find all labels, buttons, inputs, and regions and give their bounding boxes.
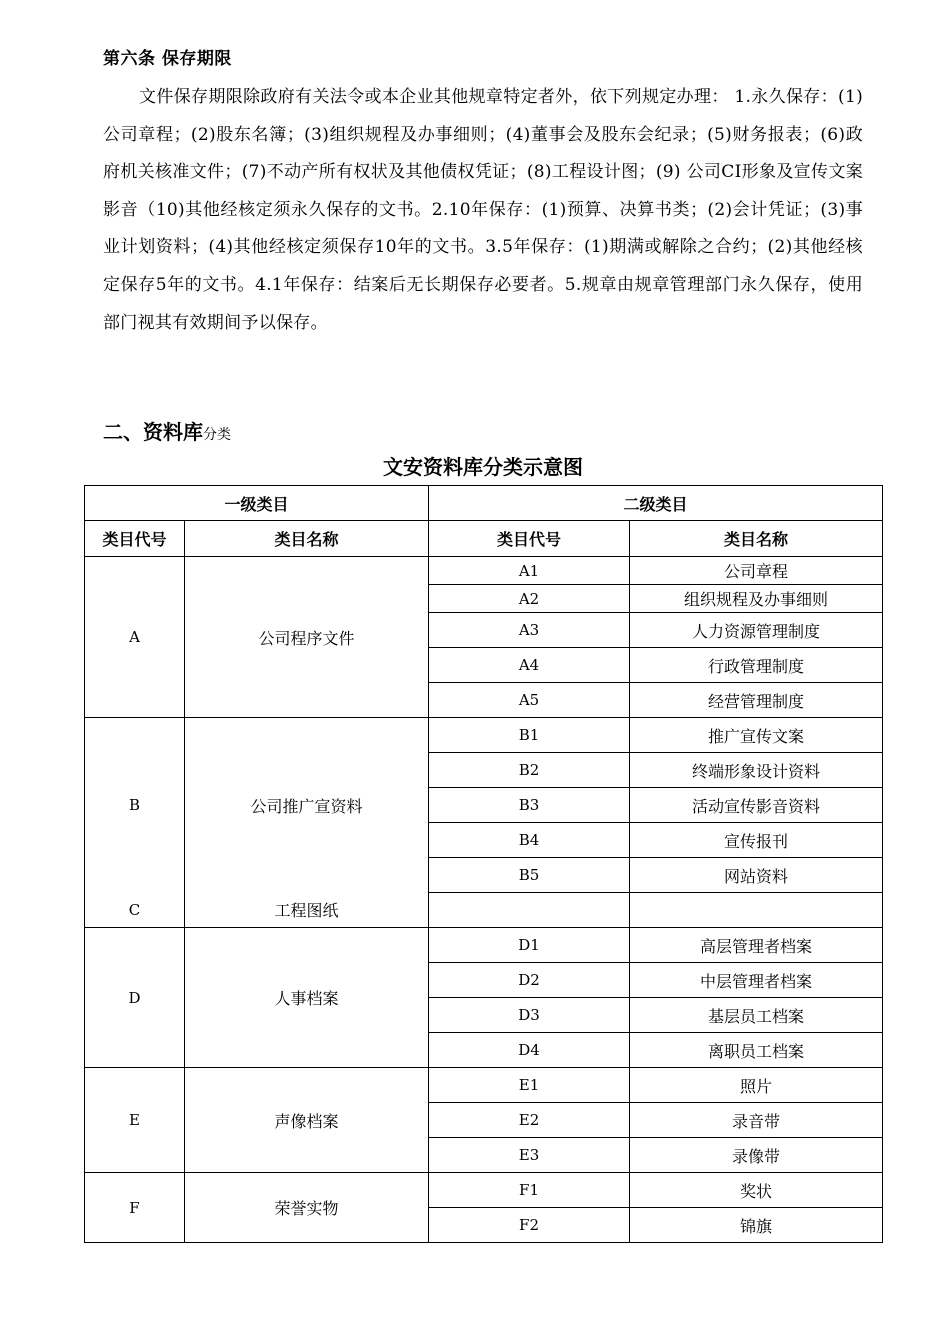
l2-code-cell (429, 893, 630, 928)
col-header-l2-code: 类目代号 (429, 521, 630, 557)
l2-code-cell: B1 (429, 718, 630, 753)
l2-name-cell: 录音带 (630, 1103, 883, 1138)
l1-code-cell: A (85, 557, 185, 718)
l2-name-cell: 奖状 (630, 1173, 883, 1208)
l2-code-cell: E2 (429, 1103, 630, 1138)
l2-code-cell: E3 (429, 1138, 630, 1173)
article-body: 文件保存期限除政府有关法令或本企业其他规章特定者外，依下列规定办理： 1.永久保存：(1)公司章程；(2)股东名簿；(3)组织规程及办事细则；(4)董事会及股东会纪录；(5)财务报表；(6)政府机关核准文件；(7)不动产所有权状及其他债权凭证；(8)工程设计图；(9) 公司CI形象及宣传文案影音（10)其他经核定须永久保存的文书。2.10年保存：(1)预算、决算书类；(2)会计凭证；(3)事业计划资料；(4)其他经核定须保存10年的文书。3.5年保存：(1)期满或解除之合约；(2)其他经核定保存5年的文书。4.1年保存：结案后无长期保存必要者。5.规章由规章管理部门永久保存，使用部门视其有效期间予以保存。 (103, 87, 863, 333)
group-header-level2: 二级类目 (429, 486, 883, 521)
l2-name-cell: 经营管理制度 (630, 683, 883, 718)
l2-code-cell: B5 (429, 858, 630, 893)
l2-code-cell: A4 (429, 648, 630, 683)
l2-name-cell: 照片 (630, 1068, 883, 1103)
l2-code-cell: D2 (429, 963, 630, 998)
section-title-small: 分类 (203, 427, 231, 443)
l1-name-cell: 工程图纸 (185, 893, 429, 928)
l1-code-cell: B (85, 718, 185, 893)
col-header-l1-name: 类目名称 (185, 521, 429, 557)
l2-name-cell: 宣传报刊 (630, 823, 883, 858)
l2-code-cell: A5 (429, 683, 630, 718)
col-header-l1-code: 类目代号 (85, 521, 185, 557)
l1-code-cell: E (85, 1068, 185, 1173)
l2-name-cell: 网站资料 (630, 858, 883, 893)
l1-code-cell: F (85, 1173, 185, 1243)
l2-code-cell: B3 (429, 788, 630, 823)
l1-code-cell: C (85, 893, 185, 928)
l2-code-cell: D4 (429, 1033, 630, 1068)
l1-code-cell: D (85, 928, 185, 1068)
l2-name-cell: 人力资源管理制度 (630, 613, 883, 648)
l2-code-cell: E1 (429, 1068, 630, 1103)
l2-name-cell: 终端形象设计资料 (630, 753, 883, 788)
l2-name-cell: 高层管理者档案 (630, 928, 883, 963)
l2-code-cell: B4 (429, 823, 630, 858)
l2-code-cell: D1 (429, 928, 630, 963)
l2-code-cell: F1 (429, 1173, 630, 1208)
l2-name-cell: 中层管理者档案 (630, 963, 883, 998)
table-row (85, 1173, 883, 1208)
table-row (85, 893, 883, 928)
l2-code-cell: B2 (429, 753, 630, 788)
section-title-main: 二、资料库 (103, 420, 203, 444)
table-row (85, 557, 883, 585)
l2-name-cell: 活动宣传影音资料 (630, 788, 883, 823)
l2-code-cell: F2 (429, 1208, 630, 1243)
l2-code-cell: A1 (429, 557, 630, 585)
l2-name-cell: 锦旗 (630, 1208, 883, 1243)
section-heading (103, 416, 231, 445)
l2-name-cell: 行政管理制度 (630, 648, 883, 683)
l2-name-cell: 组织规程及办事细则 (630, 585, 883, 613)
l2-code-cell: A2 (429, 585, 630, 613)
l1-name-cell: 人事档案 (185, 928, 429, 1068)
table-caption: 文安资料库分类示意图 (383, 455, 583, 479)
l2-name-cell: 公司章程 (630, 557, 883, 585)
col-header-l2-name: 类目名称 (630, 521, 883, 557)
table-row (85, 1068, 883, 1103)
l2-name-cell: 离职员工档案 (630, 1033, 883, 1068)
l2-name-cell: 录像带 (630, 1138, 883, 1173)
l1-name-cell: 声像档案 (185, 1068, 429, 1173)
l2-name-cell: 基层员工档案 (630, 998, 883, 1033)
group-header-row (85, 486, 883, 521)
l2-name-cell (630, 893, 883, 928)
l2-code-cell: A3 (429, 613, 630, 648)
classification-table (84, 485, 883, 1243)
l1-name-cell: 公司推广宣资料 (185, 718, 429, 893)
l1-name-cell: 荣誉实物 (185, 1173, 429, 1243)
column-header-row (85, 521, 883, 557)
l2-code-cell: D3 (429, 998, 630, 1033)
table-row (85, 718, 883, 753)
article-title: 第六条 保存期限 (103, 49, 232, 69)
group-header-level1: 一级类目 (85, 486, 429, 521)
l2-name-cell: 推广宣传文案 (630, 718, 883, 753)
table-row (85, 928, 883, 963)
l1-name-cell: 公司程序文件 (185, 557, 429, 718)
